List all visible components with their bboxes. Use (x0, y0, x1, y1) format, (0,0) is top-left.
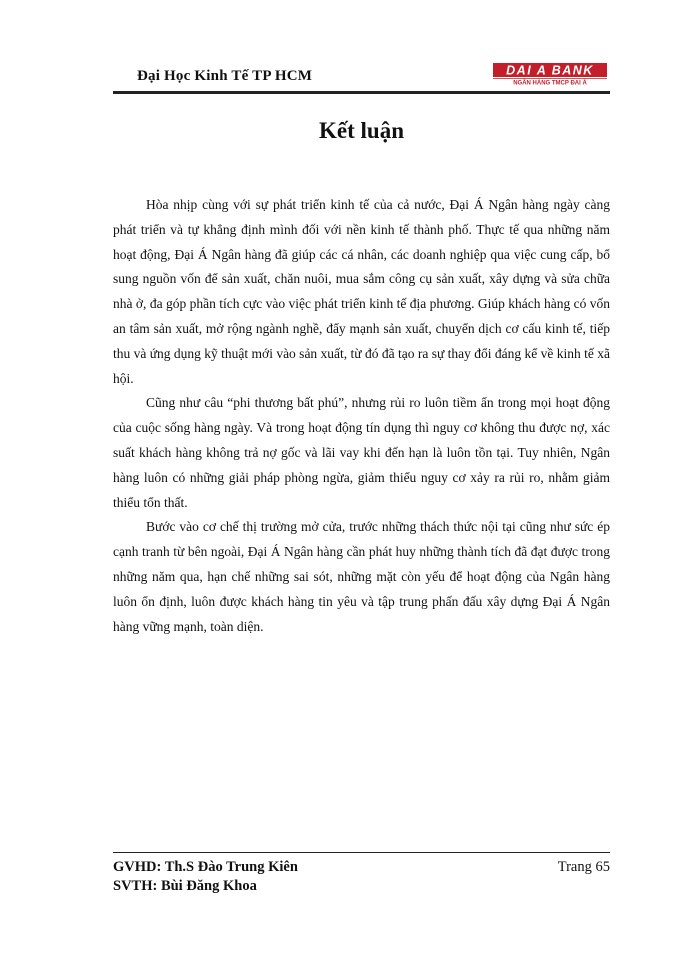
student-line: SVTH: Bùi Đăng Khoa (113, 878, 257, 894)
paragraph-1: Hòa nhịp cùng với sự phát triển kinh tế của cả nước, Đại Á Ngân hàng ngày càng phát triển và tự khẳng định mình đối với nền kinh tế thành phố. Thực tế qua những năm hoạt động, Đại Á Ngân hàng đã giúp các cá nhân, các doanh nghiệp qua việc cung cấp, bổ sung nguồn vốn để sản xuất, chăn nuôi, mua sắm công cụ sản xuất, xây dựng và sửa chữa nhà ở, đa góp phần tích cực vào việc phát triển kinh tế địa phương. Giúp khách hàng có vốn an tâm sản xuất, mở rộng ngành nghề, đẩy mạnh sản xuất, chuyển dịch cơ cấu kinh tế, tiếp thu và ứng dụng kỹ thuật mới vào sản xuất, từ đó đã tạo ra sự thay đổi đáng kể về kinh tế xã hội. (113, 197, 610, 386)
page-footer (113, 858, 610, 896)
footer-divider (113, 852, 610, 853)
body-text (113, 193, 610, 639)
logo-text: DAI A BANK (506, 63, 594, 78)
page-title: Kết luận (319, 118, 404, 143)
paragraph-3: Bước vào cơ chế thị trường mở cửa, trước những thách thức nội tại cũng như sức ép cạnh tranh từ bên ngoài, Đại Á Ngân hàng cần phát huy những thành tích đã đạt được trong những năm qua, hạn chế những sai sót, những mặt còn yếu để hoạt động của Ngân hàng luôn ổn định, luôn được khách hàng tin yêu và tập trung phấn đấu xây dựng Đại Á Ngân hàng vững mạnh, toàn diện. (113, 519, 610, 634)
page-header (113, 60, 610, 94)
header-divider (113, 91, 610, 94)
advisor-line: GVHD: Th.S Đào Trung Kiên (113, 859, 298, 875)
page-number: Trang 65 (557, 859, 610, 875)
university-name: Đại Học Kinh Tế TP HCM (137, 68, 313, 84)
daiabank-logo (493, 63, 607, 85)
paragraph-2: Cũng như câu “phi thương bất phú”, nhưng rủi ro luôn tiềm ẩn trong mọi hoạt động của cuộc sống hàng ngày. Và trong hoạt động tín dụng thì nguy cơ không thu được nợ, xác suất khách hàng không trả nợ gốc và lãi vay khi đến hạn là luôn tồn tại. Tuy nhiên, Ngân hàng luôn có những giải pháp phòng ngừa, giảm thiểu nguy cơ xảy ra rủi ro, nhằm giảm thiểu tổn thất. (113, 395, 610, 510)
logo-subtext: NGÂN HÀNG TMCP ĐẠI Á (513, 80, 587, 85)
